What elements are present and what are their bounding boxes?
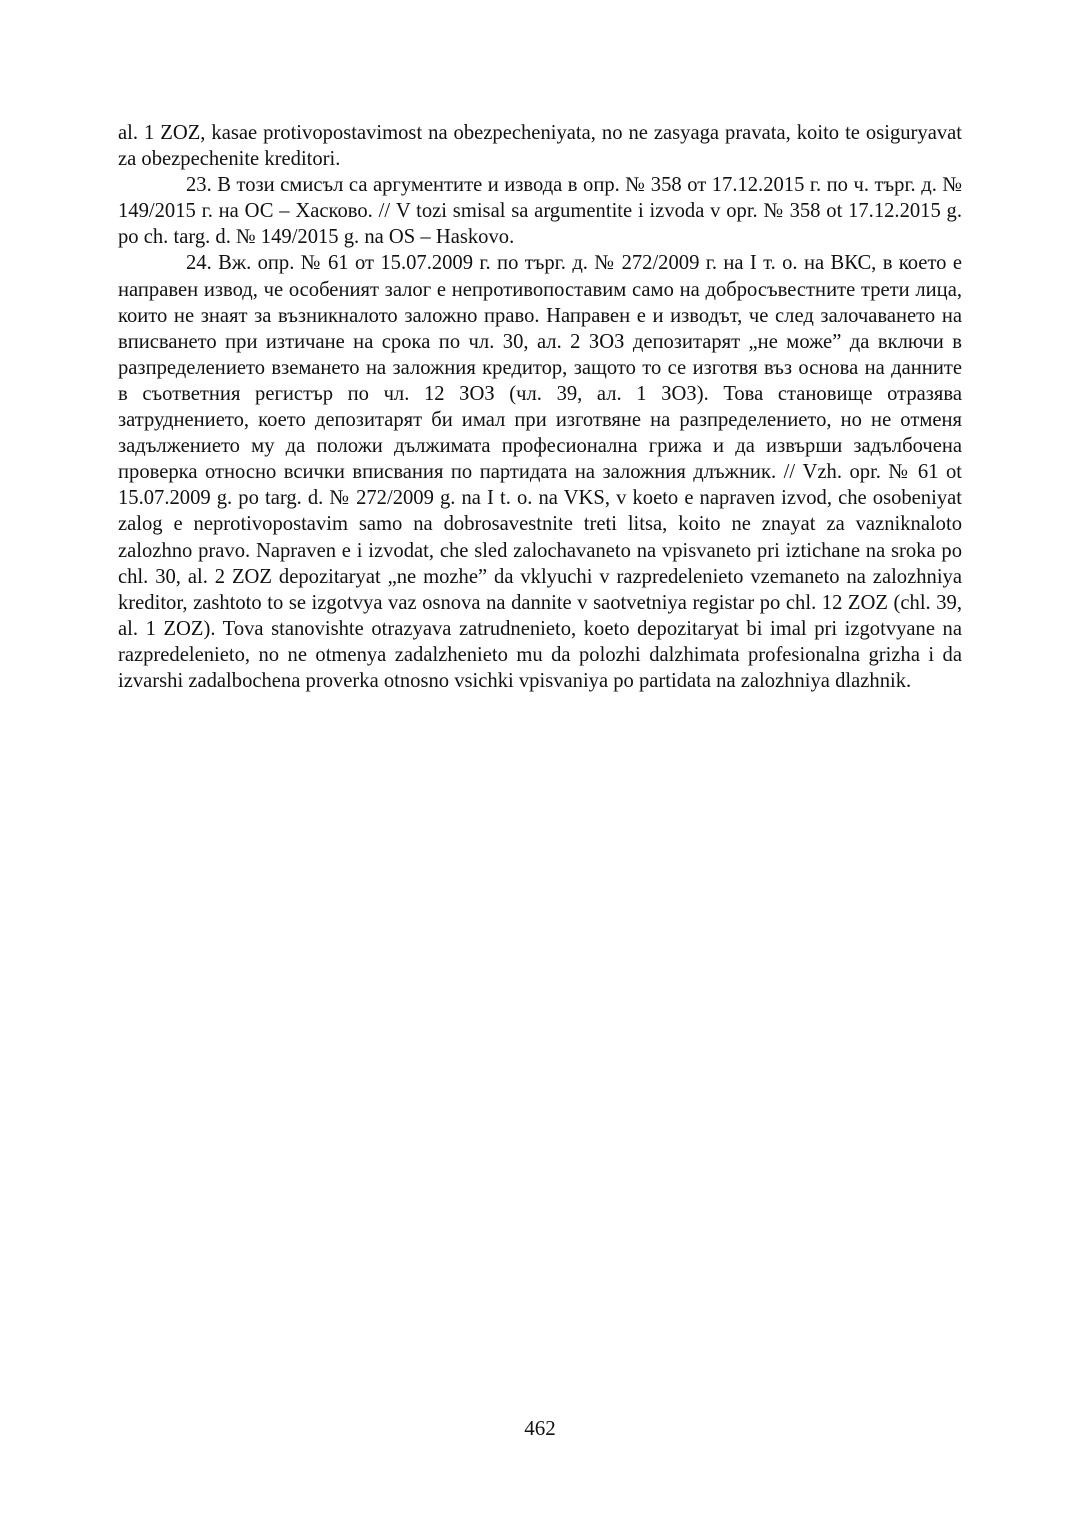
page-number: 462 (524, 1416, 556, 1440)
footnote-continuation-paragraph: al. 1 ZOZ, kasae protivopostavimost na obezpecheniyata, no ne zasyaga pravata, koito te osiguryavat za obezpechenite kreditori. (118, 122, 962, 171)
footnotes-text (118, 120, 962, 694)
footnote-24-paragraph: 24. Вж. опр. № 61 от 15.07.2009 г. по търг. д. № 272/2009 г. на I т. о. на ВКС, в което е направен извод, че особеният залог е непротивопоставим само на добросъвестните трети лица, които не знаят за възникналото заложно право. Направен е и изводът, че след залочаването на вписването при изтичане на срока по чл. 30, ал. 2 ЗОЗ депозитарят „не може” да включи в разпределението вземането на заложния кредитор, защото то се изготвя въз основа на данните в съответния регистър по чл. 12 ЗОЗ (чл. 39, ал. 1 ЗОЗ). Това становище отразява затруднението, което депозитарят би имал при изготвяне на разпределението, но не отменя задължението му да положи дължимата професионална грижа и да извърши задълбочена проверка относно всички вписвания по партидата на заложния длъжник. // Vzh. opr. № 61 ot 15.07.2009 g. po targ. d. № 272/2009 g. na I t. o. na VKS, v koeto e napraven izvod, che osobeniyat zalog e neprotivopostavim samo na dobrosavestnite treti litsa, koito ne znayat za vazniknaloto zalozhno pravo. Napraven e i izvodat, che sled zalochavaneto na vpisvaneto pri iztichane na sroka po chl. 30, al. 2 ZOZ depozitaryat „ne mozhe” da vklyuchi v razpredelenieto vzemaneto na zalozhniya kreditor, zashtoto to se izgotvya vaz osnova na dannite v saotvetniya registar po chl. 12 ZOZ (chl. 39, al. 1 ZOZ). Tova stanovishte otrazyava zatrudnenieto, koeto depozitaryat bi imal pri izgotvyane na razpredelenieto, no ne otmenya zadalzhenieto mu da polozhi dalzhimata profesionalna grizha i da izvarshi zadalbochena proverka otnosno vsichki vpisvaniya po partidata na zalozhniya dlazhnik. (118, 252, 962, 692)
footnote-23-paragraph: 23. В този смисъл са аргументите и извода в опр. № 358 от 17.12.2015 г. по ч. търг. д. № 149/2015 г. на ОС – Хасково. // V tozi smisal sa argumentite i izvoda v opr. № 358 ot 17.12.2015 g. po ch. targ. d. № 149/2015 g. na OS – Haskovo. (118, 174, 962, 249)
